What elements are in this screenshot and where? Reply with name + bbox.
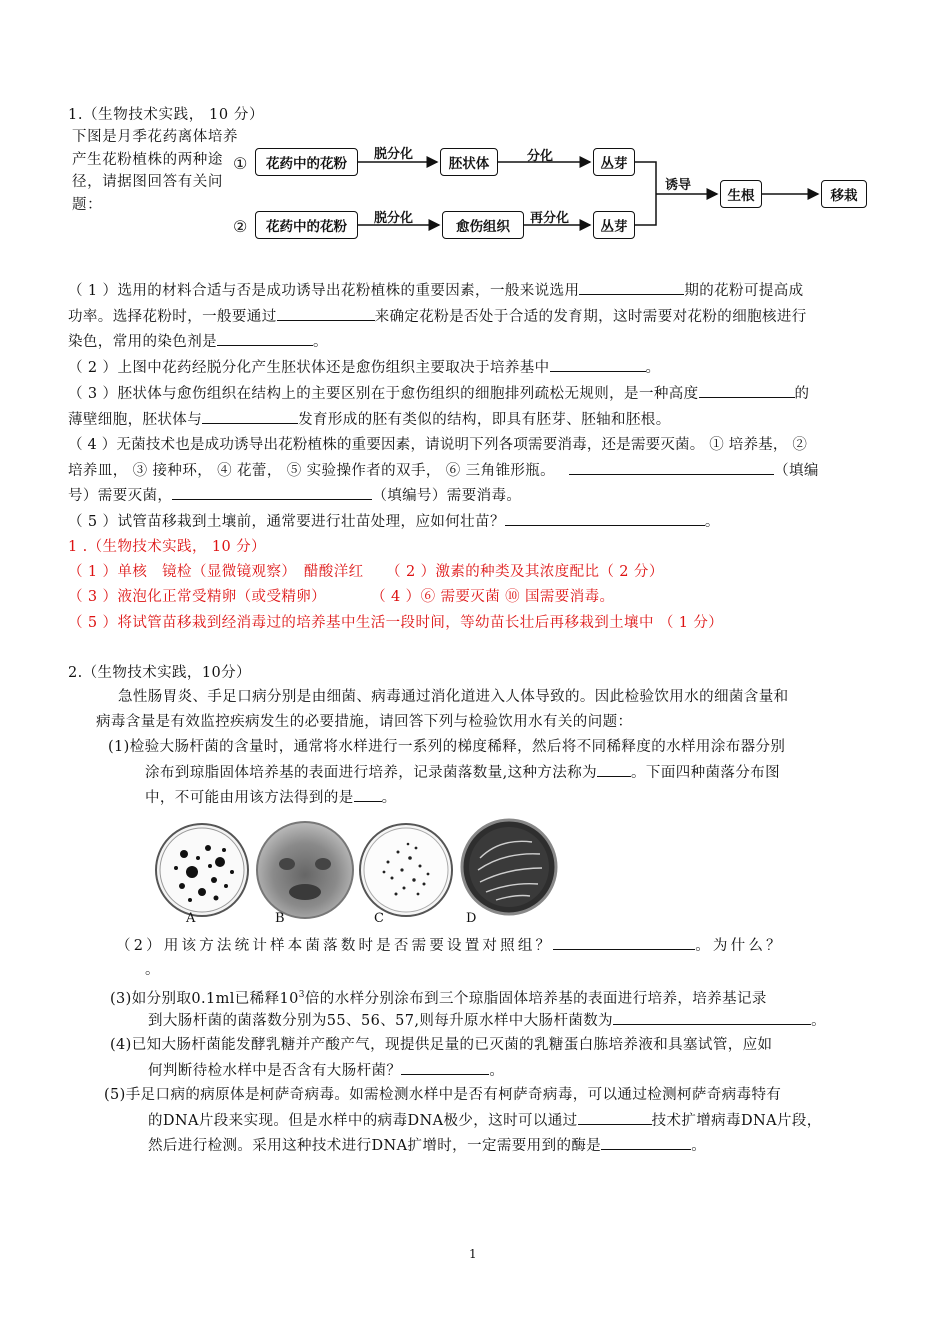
q2-part5-line3 [148,1135,706,1156]
q2-part5-blank-2[interactable] [601,1135,691,1150]
node-bud-1: 丛芽 [593,148,635,176]
q2-part3-blank[interactable] [613,1010,811,1025]
q2-part5-text-c: 然后进行检测。采用这种技术进行DNA扩增时，一定需要用到的酶是 [148,1138,602,1154]
q1-part2-blank[interactable] [550,357,646,372]
q1-part1-blank-3[interactable] [217,331,313,346]
q1-part3-blank-2[interactable] [202,409,298,424]
q2-part5-text-b-end: 技术扩增病毒DNA片段， [651,1113,822,1129]
q1-part4-line2 [68,460,819,481]
q2-part1-text-b: 涂布到琼脂固体培养基的表面进行培养，记录菌落数量,这种方法称为 [145,765,598,781]
q1-part2-line [68,357,660,378]
q1-answer-heading: 1 .（生物技术实践， 10 分） [68,539,266,555]
q2-part2-blank[interactable] [553,935,695,950]
q1-part5-line [68,511,720,532]
node-callus: 愈伤组织 [442,211,524,239]
petri-dish-c [358,822,454,918]
q2-part5-text-c-end: 。 [691,1138,707,1154]
q2-part1-line2 [145,762,780,783]
q2-part1-line1: (1)检验大肠杆菌的含量时，通常将水样进行一系列的梯度稀释，然后将不同稀释度的水样用涂布器分别 [108,739,786,755]
q1-part1-text-d: 来确定花粉是否处于合适的发育期，这时需要对花粉的细胞核进行 [374,309,807,325]
q2-part2-text-a: （2）用该方法统计样本菌落数时是否需要设置对照组？ [116,938,554,954]
diagram-arrows [0,0,950,260]
q2-part5-line1: (5)手足口病的病原体是柯萨奇病毒。如需检测水样中是否有柯萨奇病毒，可以通过检测柯萨奇病毒特有 [104,1087,782,1103]
q1-answer-line3: （ 5 ）将试管苗移栽到经消毒过的培养基中生活一段时间，等幼苗长壮后再移栽到土壤中 （ 1 分） [68,615,724,631]
label-dedifferentiation-1: 脱分化 [374,147,414,162]
q1-part5-blank[interactable] [505,511,705,526]
q2-part1-blank-1[interactable] [597,762,631,777]
q2-part4-line1: (4)已知大肠杆菌能发酵乳糖并产酸产气，现提供足量的已灭菌的乳糖蛋白胨培养液和具塞试管，应如 [110,1037,773,1053]
q1-part1-line2 [68,306,807,327]
q2-intro-1: 急性肠胃炎、手足口病分别是由细菌、病毒通过消化道进入人体导致的。因此检验饮用水的细菌含量和 [118,689,789,705]
q1-part4-text-a: （ 4 ）无菌技术也是成功诱导出花粉植株的重要因素，请说明下列各项需要消毒，还是需要灭菌。 ① 培养基， ② [68,437,808,453]
q2-part3-line1 [110,985,767,1009]
node-anther-pollen-2: 花药中的花粉 [255,211,358,239]
q1-part1-line1 [68,280,804,301]
q1-part3-text-b: 的 [794,386,810,402]
path2-marker: ② [233,217,248,236]
petri-dish-a [154,822,250,918]
q2-part3-line2 [148,1010,826,1031]
label-induce: 诱导 [665,178,692,193]
q1-part3-text-a: （ 3 ）胚状体与愈伤组织在结构上的主要区别在于愈伤组织的细胞排列疏松无规则，是一种高度 [68,386,699,402]
q1-part1-text-c: 功率。选择花粉时，一般要通过 [68,309,277,325]
q1-part1-line3 [68,331,328,352]
q2-part2-line1 [116,935,784,956]
q1-part3-line2 [68,409,671,430]
q2-part1-text-c-end: 。 [381,790,397,806]
q1-part4-line3 [68,485,521,506]
dish-label-d: D [466,911,477,926]
q1-part1-text-f: 。 [313,334,328,350]
label-dedifferentiation-2: 脱分化 [374,211,414,226]
q2-part5-line2 [148,1110,822,1131]
q2-part1-blank-2[interactable] [354,787,382,802]
q2-part3-sup: 3 [298,990,305,1000]
q1-part4-text-b: 培养皿， ③ 接种环， ④ 花蕾， ⑤ 实验操作者的双手， ⑥ 三角锥形瓶。 [68,463,556,479]
q1-part4-blank-1[interactable] [569,460,774,475]
q2-part4-line2 [148,1060,504,1081]
q2-part5-blank-1[interactable] [578,1110,652,1125]
petri-dish-b [255,820,355,920]
q1-intro: 下图是月季花药离体培养产生花粉植株的两种途径，请据图回答有关问题： [72,129,239,213]
q2-part5-text-b: 的DNA片段来实现。但是水样中的病毒DNA极少，这时可以通过 [148,1113,578,1129]
q2-part2-line2: 。 [145,962,160,978]
q1-part4-text-d: 号）需要灭菌， [68,488,173,504]
node-transplant: 移栽 [821,180,867,208]
q1-part4-line1 [68,435,807,455]
q1-part5-text-b: 。 [704,514,720,530]
q2-part1-text-b-end: 。下面四种菌落分布图 [631,765,781,781]
node-root: 生根 [720,180,762,208]
q1-part2-text-b: 。 [645,360,661,376]
q1-part5-text-a: （ 5 ）试管苗移栽到土壤前，通常要进行壮苗处理，应如何壮苗？ [68,514,505,530]
node-bud-2: 丛芽 [593,211,635,239]
label-redifferentiation: 再分化 [530,211,570,226]
q2-heading: 2.（生物技术实践，10分） [68,665,251,681]
dish-label-a: A [186,911,196,926]
q1-part1-blank-1[interactable] [579,280,684,295]
q1-answer-line2: （ 3 ）液泡化正常受精卵（或受精卵） （ 4 ）⑥ 需要灭菌 ⑩ 国需要消毒。 [68,589,615,605]
node-embryoid: 胚状体 [440,148,498,176]
q1-part1-text-a: （ 1 ）选用的材料合适与否是成功诱导出花粉植株的重要因素，一般来说选用 [68,283,580,299]
q2-part4-blank[interactable] [401,1060,489,1075]
label-differentiation: 分化 [527,149,554,164]
q1-part1-text-b: 期的花粉可提高成 [684,283,804,299]
q2-intro-2: 病毒含量是有效监控疾病发生的必要措施，请回答下列与检验饮用水有关的问题： [96,714,633,730]
q2-part3-text-pre: (3)如分别取0.1ml已稀释10 [110,990,299,1007]
q1-part4-blank-2[interactable] [172,485,372,500]
q2-part1-text-c: 中，不可能由用该方法得到的是 [145,790,354,806]
q2-part4-text-b-end: 。 [489,1063,505,1079]
q1-part3-line1 [68,383,809,404]
node-anther-pollen-1: 花药中的花粉 [255,148,358,176]
q1-part3-text-c: 薄壁细胞，胚状体与 [68,412,203,428]
dish-label-b: B [275,911,285,926]
q1-part3-blank-1[interactable] [699,383,795,398]
q1-part3-text-d: 发育形成的胚有类似的结构，即具有胚芽、胚轴和胚根。 [298,412,671,428]
q2-part3-text-b: 到大肠杆菌的菌落数分别为55、56、57,则每升原水样中大肠杆菌数为 [148,1013,614,1029]
q2-part3-text-post: 倍的水样分别涂布到三个琼脂固体培养基的表面进行培养，培养基记录 [304,990,767,1007]
q2-part3-text-b-end: 。 [811,1013,826,1029]
q2-part1-line3 [145,787,397,808]
page-number: 1 [469,1247,477,1261]
q1-answer-line1: （ 1 ）单核 镜检（显微镜观察） 醋酸洋红 （ 2 ）激素的种类及其浓度配比（ 2 分） [68,564,664,580]
q1-part1-blank-2[interactable] [277,306,375,321]
q1-part4-text-e: （填编号）需要消毒。 [372,488,522,504]
dish-label-c: C [374,911,384,926]
q2-part4-text-b: 何判断待检水样中是否含有大肠杆菌？ [148,1063,402,1079]
q1-heading: 1.（生物技术实践， 10 分） [68,107,265,123]
q1-part1-text-e: 染色，常用的染色剂是 [68,334,217,350]
q1-part2-text-a: （ 2 ）上图中花药经脱分化产生胚状体还是愈伤组织主要取决于培养基中 [68,360,550,376]
path1-marker: ① [233,154,248,173]
petri-dish-d [460,818,558,916]
q1-part4-text-c: （填编 [774,463,819,479]
q2-part2-text-a-end: 。为什么？ [695,938,784,954]
